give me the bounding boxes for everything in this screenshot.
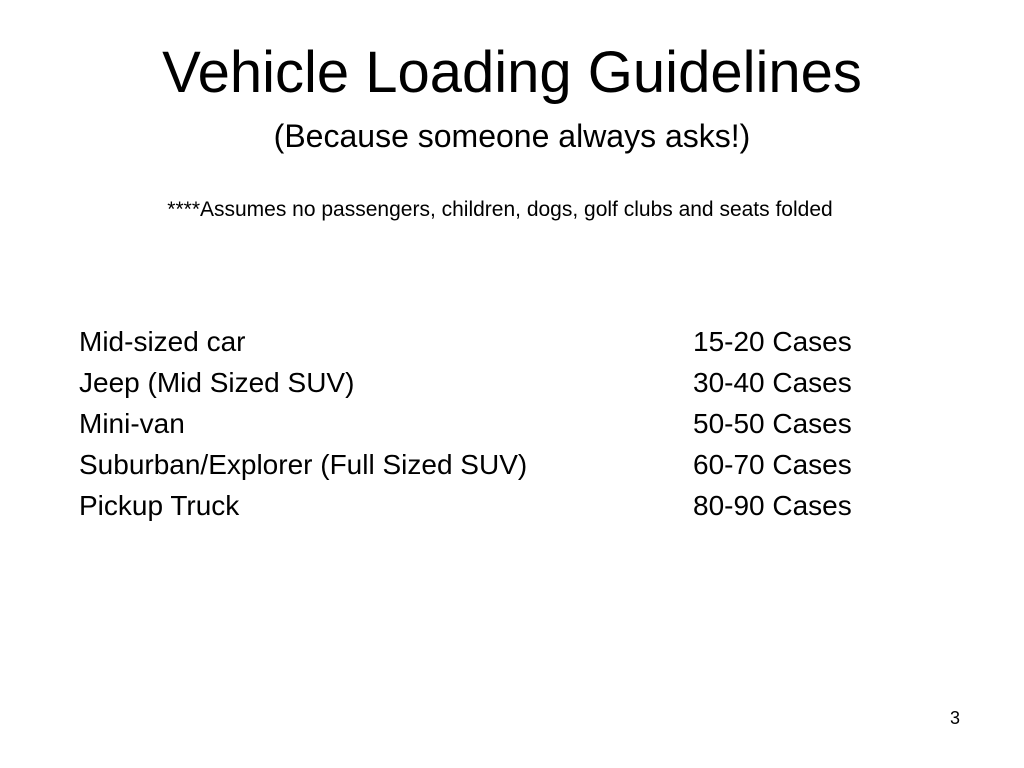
vehicle-name: Jeep (Mid Sized SUV)	[79, 367, 355, 398]
vehicle-capacity-list	[79, 321, 939, 526]
vehicle-name: Mid-sized car	[79, 326, 246, 357]
list-item	[79, 444, 939, 485]
list-item	[79, 485, 939, 526]
case-range: 15-20 Cases	[693, 326, 852, 357]
list-item	[79, 403, 939, 444]
slide-title: Vehicle Loading Guidelines	[162, 40, 862, 105]
vehicle-name: Mini-van	[79, 408, 185, 439]
assumption-note: ****Assumes no passengers, children, dogs, golf clubs and seats folded	[167, 198, 833, 221]
case-range: 60-70 Cases	[693, 449, 852, 480]
vehicle-name: Suburban/Explorer (Full Sized SUV)	[79, 449, 528, 480]
slide-subtitle: (Because someone always asks!)	[273, 118, 751, 154]
case-range: 50-50 Cases	[693, 408, 852, 439]
list-item	[79, 362, 939, 403]
page-number: 3	[949, 708, 960, 728]
case-range: 80-90 Cases	[693, 490, 852, 521]
case-range: 30-40 Cases	[693, 367, 852, 398]
vehicle-name: Pickup Truck	[79, 490, 240, 521]
list-item	[79, 321, 939, 362]
